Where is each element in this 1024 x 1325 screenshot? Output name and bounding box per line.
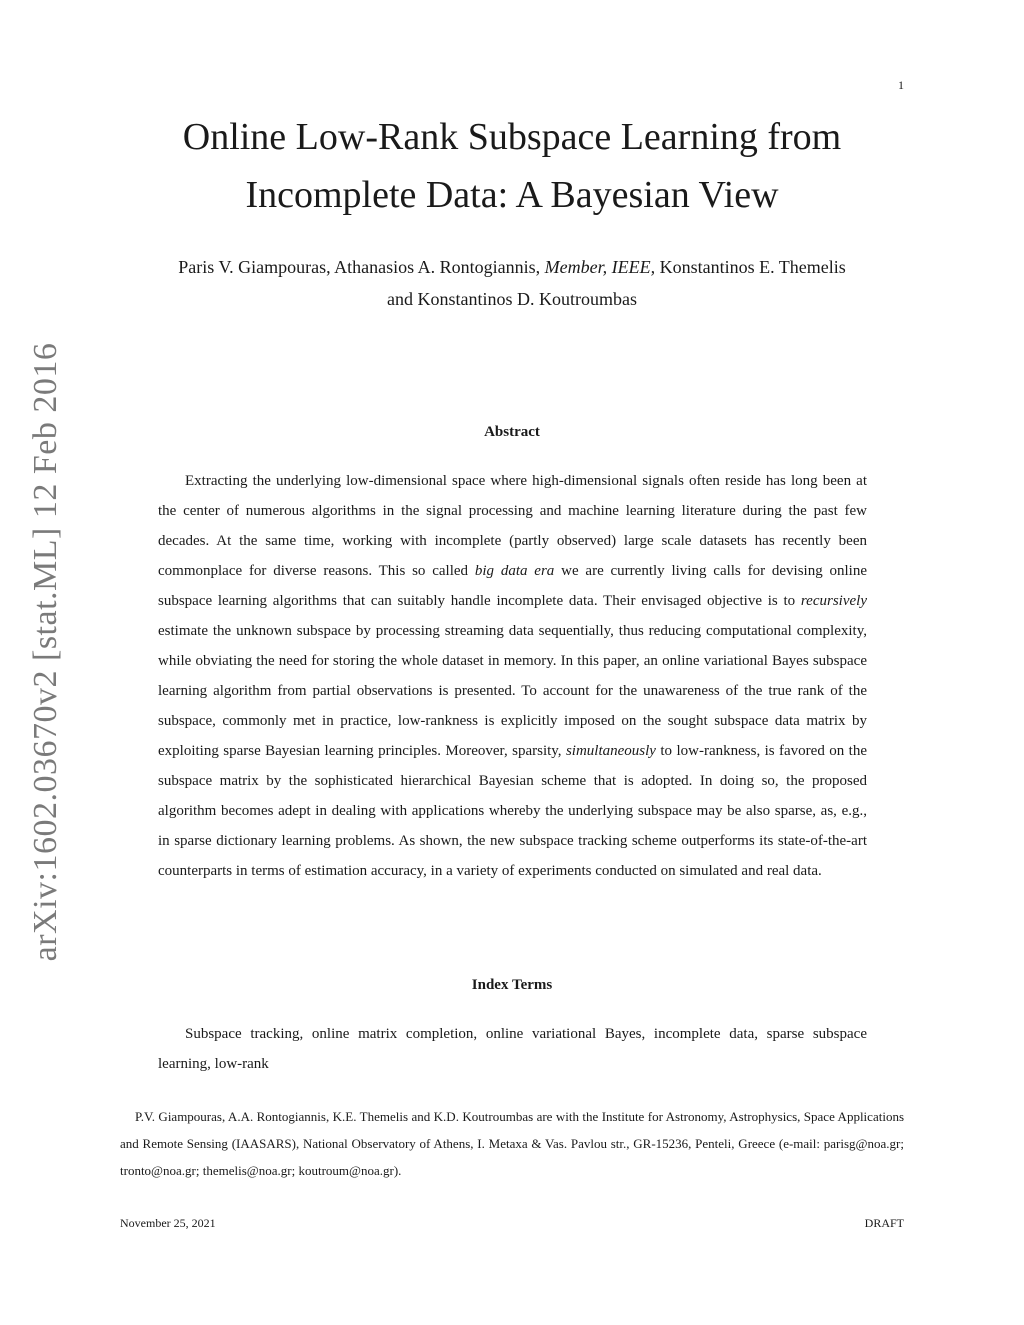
author-line-2: and Konstantinos D. Koutroumbas (387, 289, 637, 309)
author-line-1 (100, 251, 924, 283)
index-terms-text: Subspace tracking, online matrix completion, online variational Bayes, incomplete data, sparse subspace learning, low-rank (158, 1026, 867, 1072)
author-membership: Member, IEEE, (544, 257, 656, 277)
author-list (100, 251, 924, 315)
abstract-emphasis-big-data-era: big data era (474, 563, 555, 579)
paper-title-line-2: Incomplete Data: A Bayesian View (245, 174, 779, 216)
footer-date: November 25, 2021 (120, 1216, 216, 1230)
author-names-part-2: Konstantinos E. Themelis (655, 257, 846, 277)
footer-draft-label: DRAFT (864, 1216, 904, 1230)
abstract-text-part-1: Extracting the underlying low-dimensional space where high-dimensional signals often reside has long been at the center of numerous algorithms in the signal processing and machine learning literature during the past few decades. At the same time, working with incomplete (partly observed) large scale datasets has recently been commonplace for diverse reasons. This so called (158, 473, 867, 579)
abstract-text-part-2: we are currently living calls for devising online subspace learning algorithms that can suitably handle incomplete data. Their envisaged objective is to (158, 563, 867, 609)
abstract-text (158, 466, 867, 886)
paper-title-line-1: Online Low-Rank Subspace Learning from (182, 116, 842, 158)
page-number: 1 (898, 78, 904, 92)
abstract-emphasis-recursively: recursively (800, 593, 867, 609)
arxiv-identifier-stamp[interactable]: arXiv:1602.03670v2 [stat.ML] 12 Feb 2016 (27, 342, 64, 962)
paper-title (120, 108, 904, 224)
abstract-text-part-4: to low-rankness, is favored on the subspace matrix by the sophisticated hierarchical Bayesian scheme that is adopted. In doing so, the proposed algorithm becomes adept in dealing with applications whereby the underlying subspace may be also sparse, as, e.g., in sparse dictionary learning problems. As shown, the new subspace tracking scheme outperforms its state-of-the-art counterparts in terms of estimation accuracy, in a variety of experiments conducted on simulated and real data. (158, 743, 867, 879)
index-terms-heading: Index Terms (471, 977, 553, 993)
author-names-part-1: Paris V. Giampouras, Athanasios A. Rontogiannis, (178, 257, 545, 277)
affiliation-footnote: P.V. Giampouras, A.A. Rontogiannis, K.E. Themelis and K.D. Koutroumbas are with the Institute for Astronomy, Astrophysics, Space Applications and Remote Sensing (IAASARS), National Observatory of Athens, I. Metaxa & Vas. Pavlou str., GR-15236, Penteli, Greece (e-mail: parisg@noa.gr; tronto@noa.gr; themelis@noa.gr; koutroum@noa.gr). (120, 1109, 904, 1178)
abstract-text-part-3: estimate the unknown subspace by processing streaming data sequentially, thus reducing computational complexity, while obviating the need for storing the whole dataset in memory. In this paper, an online variational Bayes subspace learning algorithm from partial observations is presented. To account for the unawareness of the true rank of the subspace, commonly met in practice, low-rankness is explicitly imposed on the sought subspace data matrix by exploiting sparse Bayesian learning principles. Moreover, sparsity, (158, 623, 867, 759)
abstract-emphasis-simultaneously: simultaneously (565, 743, 656, 759)
abstract-heading: Abstract (484, 424, 540, 440)
